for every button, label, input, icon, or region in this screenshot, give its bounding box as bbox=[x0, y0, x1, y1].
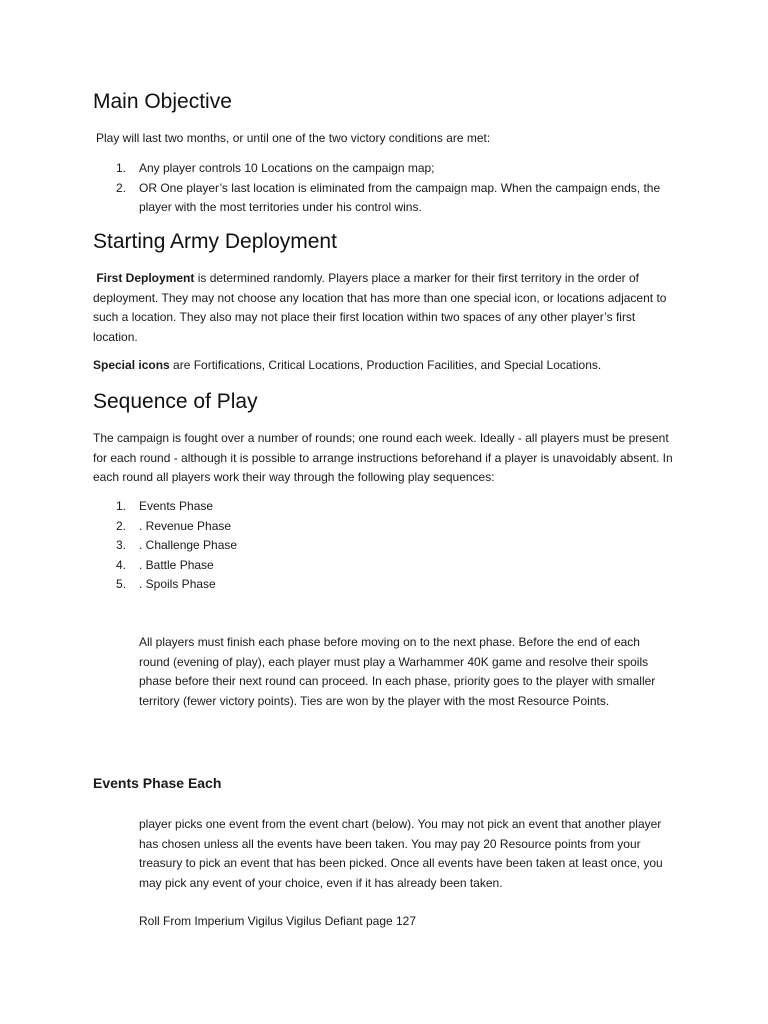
victory-conditions-list bbox=[93, 159, 673, 218]
list-number: 4. bbox=[116, 557, 127, 572]
roll-reference: Roll From Imperium Vigilus Vigilus Defiant page 127 bbox=[139, 914, 417, 928]
events-phase-heading: Events Phase Each bbox=[93, 775, 222, 791]
list-item-text: OR One player’s last location is eliminated from the campaign map. When the campaign ends, the player with the most territories under his control wins. bbox=[139, 180, 661, 215]
list-item-text: . Revenue Phase bbox=[139, 518, 232, 533]
list-item bbox=[93, 575, 493, 595]
list-item bbox=[93, 497, 493, 517]
list-number: 3. bbox=[116, 538, 127, 553]
special-icons-paragraph bbox=[93, 356, 680, 376]
list-number: 5. bbox=[116, 577, 127, 592]
main-objective-intro: Play will last two months, or until one of the two victory conditions are met: bbox=[96, 131, 491, 145]
list-item-text: . Battle Phase bbox=[139, 557, 214, 572]
list-item bbox=[93, 517, 493, 537]
list-item-text: . Spoils Phase bbox=[139, 577, 216, 592]
list-item bbox=[93, 159, 673, 179]
list-item bbox=[93, 179, 673, 218]
list-number: 2. bbox=[116, 180, 127, 195]
special-icons-text: are Fortifications, Critical Locations, Production Facilities, and Special Locations. bbox=[169, 358, 602, 372]
list-item-text: . Challenge Phase bbox=[139, 538, 238, 553]
sequence-of-play-heading: Sequence of Play bbox=[93, 390, 258, 413]
first-deployment-label: First Deployment bbox=[96, 271, 195, 285]
phase-rules-note: All players must finish each phase before moving on to the next phase. Before the end of each round (evening of play), each player must play a Warhammer 40K game and resolve their spoils phase before their next round can proceed. In each phase, priority goes to the player with smaller territory (fewer victory points). Ties are won by the player with the most Resource Points. bbox=[139, 635, 656, 708]
list-number: 2. bbox=[116, 518, 127, 533]
list-item-text: Events Phase bbox=[139, 499, 214, 513]
first-deployment-text: is determined randomly. Players place a marker for their first territory in the order of deployment. They may not choose any location that has more than one special icon, or locations adjacent to such a location. They also may not place their first location within two spaces of any other player’s first location. bbox=[93, 271, 667, 344]
events-phase-text: player picks one event from the event chart (below). You may not pick an event that another player has chosen unless all the events have been taken. You may pay 20 Resource points from your treasury to pick an event that has been picked. Once all events have been taken at least once, you may pick any event of your choice, even if it has already been taken. bbox=[139, 817, 663, 890]
sequence-intro: The campaign is fought over a number of rounds; one round each week. Ideally - all players must be present for each round - although it is possible to arrange instructions beforehand if a player is unavoidably absent. In each round all players work their way through the following play sequences: bbox=[93, 431, 673, 485]
list-item-text: Any player controls 10 Locations on the campaign map; bbox=[139, 161, 435, 175]
play-sequence-list bbox=[93, 497, 493, 595]
main-objective-heading: Main Objective bbox=[93, 90, 232, 113]
first-deployment-paragraph bbox=[93, 269, 680, 347]
list-number: 1. bbox=[116, 499, 127, 513]
list-number: 1. bbox=[116, 161, 127, 175]
list-item bbox=[93, 556, 493, 576]
special-icons-label: Special icons bbox=[93, 358, 170, 372]
list-item bbox=[93, 536, 493, 556]
starting-army-heading: Starting Army Deployment bbox=[93, 230, 337, 253]
